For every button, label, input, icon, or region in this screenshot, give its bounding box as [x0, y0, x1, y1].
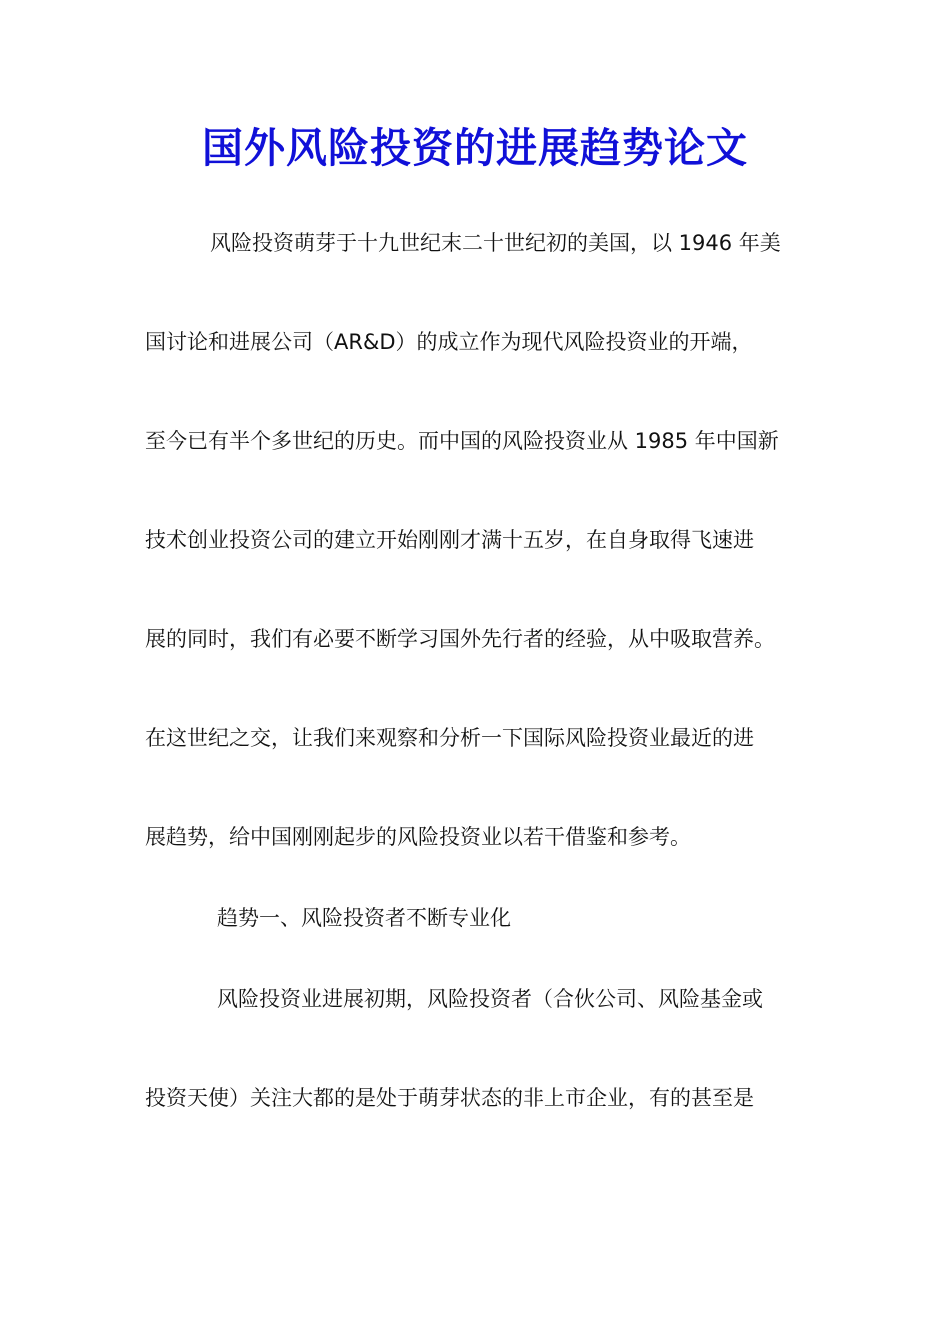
- paragraph-2-line-1: 风险投资业进展初期，风险投资者（合伙公司、风险基金或: [217, 987, 763, 1011]
- paragraph-2-line-2: 投资天使）关注大都的是处于萌芽状态的非上市企业，有的甚至是: [145, 1086, 754, 1110]
- paragraph-1-line-3: 至今已有半个多世纪的历史。而中国的风险投资业从 1985 年中国新: [145, 429, 779, 453]
- paragraph-1-line-6: 在这世纪之交，让我们来观察和分析一下国际风险投资业最近的进: [145, 726, 754, 750]
- paragraph-1-line-4: 技术创业投资公司的建立开始刚刚才满十五岁，在自身取得飞速进: [145, 528, 754, 552]
- paragraph-1-line-7: 展趋势，给中国刚刚起步的风险投资业以若干借鉴和参考。: [145, 825, 691, 849]
- paragraph-1-line-1: 风险投资萌芽于十九世纪末二十世纪初的美国，以 1946 年美: [210, 231, 781, 255]
- document-title: 国外风险投资的进展趋势论文: [202, 124, 748, 172]
- paragraph-1-line-5: 展的同时，我们有必要不断学习国外先行者的经验，从中吸取营养。: [145, 627, 775, 651]
- section-heading-trend-1: 趋势一、风险投资者不断专业化: [217, 906, 511, 930]
- paragraph-1-line-2: 国讨论和进展公司（AR&D）的成立作为现代风险投资业的开端，: [145, 330, 753, 354]
